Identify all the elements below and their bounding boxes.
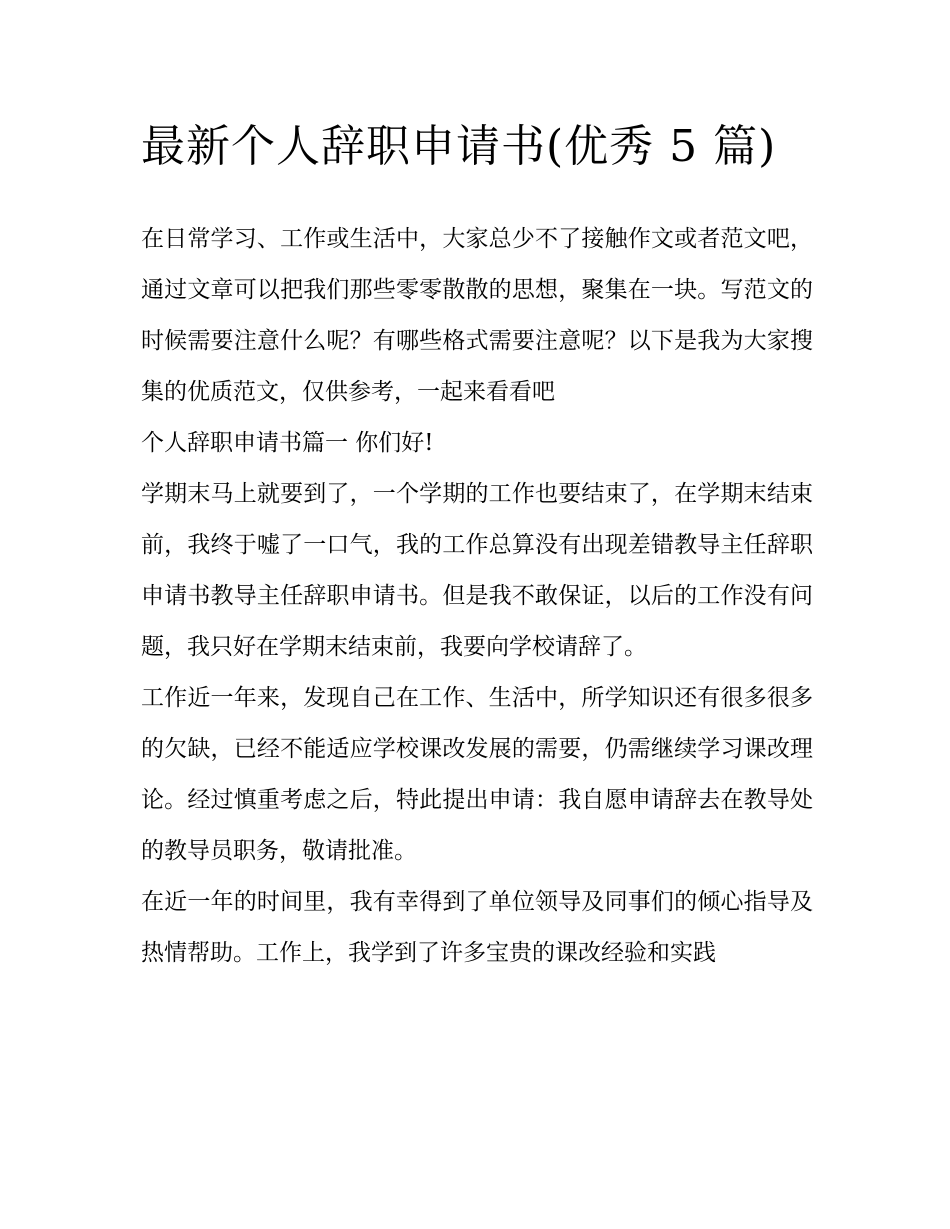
body-paragraph: 工作近一年来，发现自己在工作、生活中，所学知识还有很多很多的欠缺，已经不能适应学校课改发展的需要，仍需继续学习课改理论。经过慎重考虑之后，特此提出申请：我自愿申请辞去在教导处的教导员职务，敬请批准。 [141, 685, 813, 864]
intro-paragraph: 在日常学习、工作或生活中，大家总少不了接触作文或者范文吧，通过文章可以把我们那些零零散散的思想，聚集在一块。写范文的时候需要注意什么呢？有哪些格式需要注意呢？以下是我为大家搜集的优质范文，仅供参考，一起来看看吧 [141, 226, 813, 405]
document-title: 最新个人辞职申请书(优秀 5 篇) [141, 121, 777, 172]
document-page [141, 108, 813, 979]
document-body [141, 214, 813, 979]
section-heading-paragraph: 个人辞职申请书篇一 你们好! [141, 430, 434, 456]
body-paragraph: 在近一年的时间里，我有幸得到了单位领导及同事们的倾心指导及热情帮助。工作上，我学到了许多宝贵的课改经验和实践 [141, 889, 813, 966]
body-paragraph: 学期末马上就要到了，一个学期的工作也要结束了，在学期末结束前，我终于嘘了一口气，我的工作总算没有出现差错教导主任辞职申请书教导主任辞职申请书。但是我不敢保证，以后的工作没有问题，我只好在学期末结束前，我要向学校请辞了。 [141, 481, 813, 660]
